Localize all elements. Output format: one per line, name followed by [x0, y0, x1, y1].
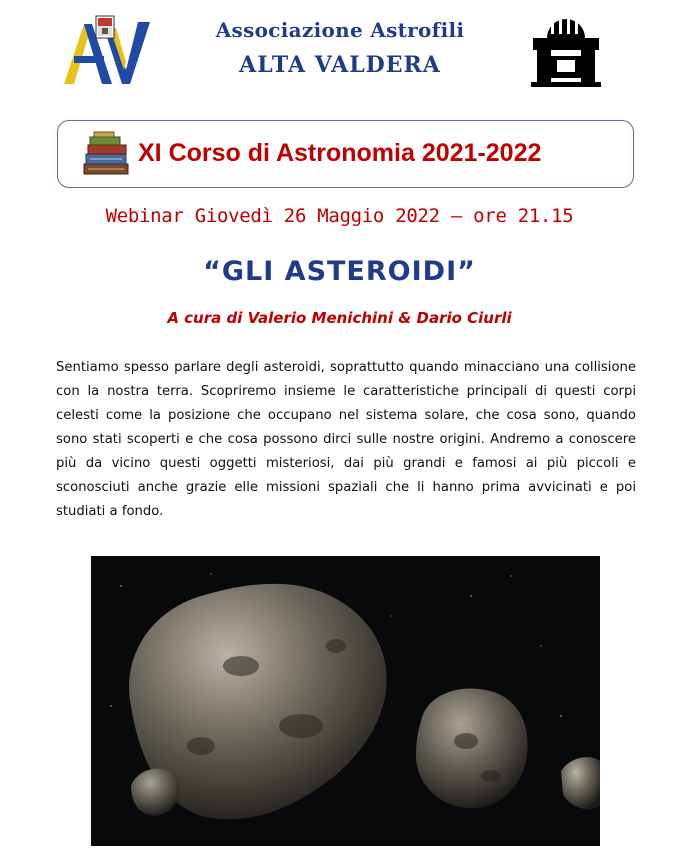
course-title: XI Corso di Astronomia 2021-2022	[138, 139, 542, 167]
webinar-date: Webinar Giovedì 26 Maggio 2022 – ore 21.15	[105, 205, 574, 227]
asteroid-photo	[91, 556, 600, 846]
books-icon	[80, 130, 132, 178]
course-banner	[57, 120, 634, 188]
talk-title: “GLI ASTEROIDI”	[203, 256, 476, 287]
description-paragraph: Sentiamo spesso parlare degli asteroidi, soprattutto quando minacciano una collisione con la nostra terra. Scopriremo insieme le caratteristiche principali di questi corpi celesti come la posizione che occupano nel sistema solare, che cosa sono, quando sono stati scoperti e che cosa possono dirci sulle nostre origini. Andremo a conoscere più da vicino questi oggetti misteriosi, dai più grandi e famosi ai più piccoli e sconosciuti anche grazie elle missioni spaziali che li hanno prima avvicinati e poi studiati a fondo.	[56, 360, 636, 519]
speakers: A cura di Valerio Menichini & Dario Ciurli	[167, 309, 512, 327]
observatory-icon	[527, 14, 605, 88]
association-place: ALTA VALDERA	[239, 52, 441, 78]
av-logo-icon	[60, 14, 154, 86]
association-name: Associazione Astrofili	[215, 18, 465, 42]
